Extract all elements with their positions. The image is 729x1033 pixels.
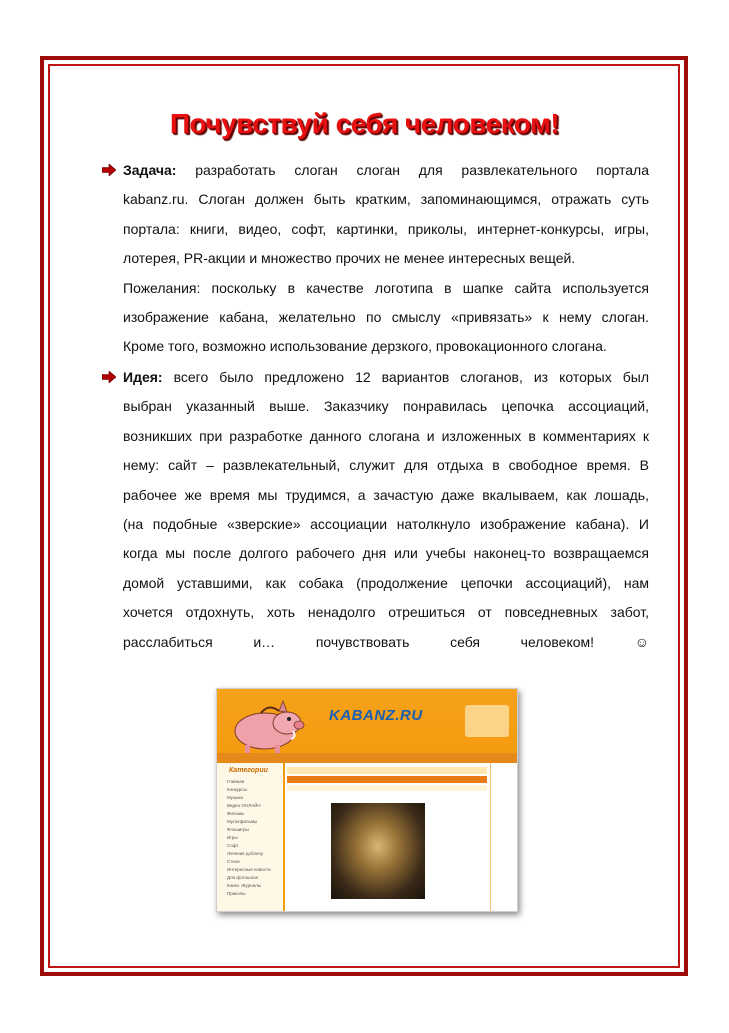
site-article-meta-bar (287, 785, 487, 791)
site-login-box (465, 705, 509, 737)
task-paragraph (123, 156, 649, 362)
site-sidebar-item: Стихи (227, 859, 240, 864)
site-sidebar-item: Приколы (227, 891, 246, 896)
site-sidebar-title: Категории (229, 767, 268, 774)
idea-line-3: возникших при разработке данного слогана и изложенных в комментариях к (123, 427, 649, 444)
idea-label: Идея: (123, 369, 163, 385)
task-label: Задача: (123, 162, 177, 178)
site-sidebar-item: Для фотошопа (227, 875, 259, 880)
task-line-2: kabanz.ru. Слоган должен быть кратким, запоминающимся, отражать суть (123, 191, 649, 208)
site-logo: KABANZ.RU (329, 707, 423, 724)
task-line-1: Задача: разработать слоган слоган для развлекательного портала (123, 162, 649, 178)
site-sidebar-item: Конкурсы (227, 787, 247, 792)
site-sidebar-item: Видео ОНЛАЙН (227, 803, 261, 808)
site-article-title-bar (287, 776, 487, 783)
task-line-3: портала: книги, видео, софт, картинки, приколы, интернет-конкурсы, игры, (123, 220, 649, 237)
site-sidebar-item: Музыка (227, 795, 243, 800)
idea-line-2: выбран указанный выше. Заказчику понравилась цепочка ассоциаций, (123, 398, 649, 415)
idea-line-6: (на подобные «зверские» ассоциации натолкнуло изображение кабана). И (123, 515, 649, 532)
site-article-photo (331, 803, 425, 899)
task-line-7: Кроме того, возможно использование дерзкого, провокационного слогана. (123, 338, 607, 355)
idea-line-7: когда мы после долгого рабочего дня или учебы наконец-то возвращаемся (123, 545, 649, 562)
site-main-content (287, 763, 489, 911)
idea-line-9: хочется отдохнуть, хоть ненадолго отрешиться от повседневных забот, (123, 604, 649, 621)
idea-paragraph (123, 363, 649, 657)
site-nav-bar (217, 753, 517, 763)
arrow-right-icon (102, 164, 116, 176)
site-right-column (490, 763, 517, 911)
idea-line-10: расслабиться и… почувствовать себя человеком! ☺ (123, 633, 649, 650)
arrow-right-icon (102, 371, 116, 383)
site-sidebar (217, 763, 285, 911)
website-screenshot (216, 688, 518, 912)
site-sidebar-item: Главная (227, 779, 245, 784)
boar-mascot-icon (221, 697, 307, 755)
task-line-6: изображение кабана, желательно по смыслу «привязать» к нему слоган. (123, 308, 649, 325)
idea-line-8: домой уставшими, как собака (продолжение цепочки ассоциаций), нам (123, 574, 649, 591)
idea-line-5: рабочее же время мы трудимся, а зачастую даже вкалываем, как лошадь, (123, 486, 649, 503)
site-sidebar-item: Фильмы (227, 811, 245, 816)
site-sidebar-item: Софт (227, 843, 239, 848)
site-sidebar-item: Интересные новости (227, 867, 271, 872)
site-sidebar-item: Лечение доблачу (227, 851, 264, 856)
task-line-4: лотерея, PR-акции и множество прочих не менее интересных вещей. (123, 250, 576, 267)
idea-line-4: нему: сайт – развлекательный, служит для отдыха в свободное время. В (123, 457, 649, 474)
site-sidebar-item: Флэшигры (227, 827, 249, 832)
site-sidebar-item: Игры (227, 835, 238, 840)
site-sidebar-item: Мультфильмы (227, 819, 258, 824)
site-breadcrumb-bar (287, 767, 487, 774)
page-title: Почувствуй себя человеком! (169, 108, 560, 139)
idea-line-1: Идея: всего было предложено 12 вариантов слоганов, из которых был (123, 369, 649, 385)
task-line-5: Пожелания: поскольку в качестве логотипа в шапке сайта используется (123, 279, 649, 296)
site-sidebar-item: Книги. Журналы (227, 883, 261, 888)
